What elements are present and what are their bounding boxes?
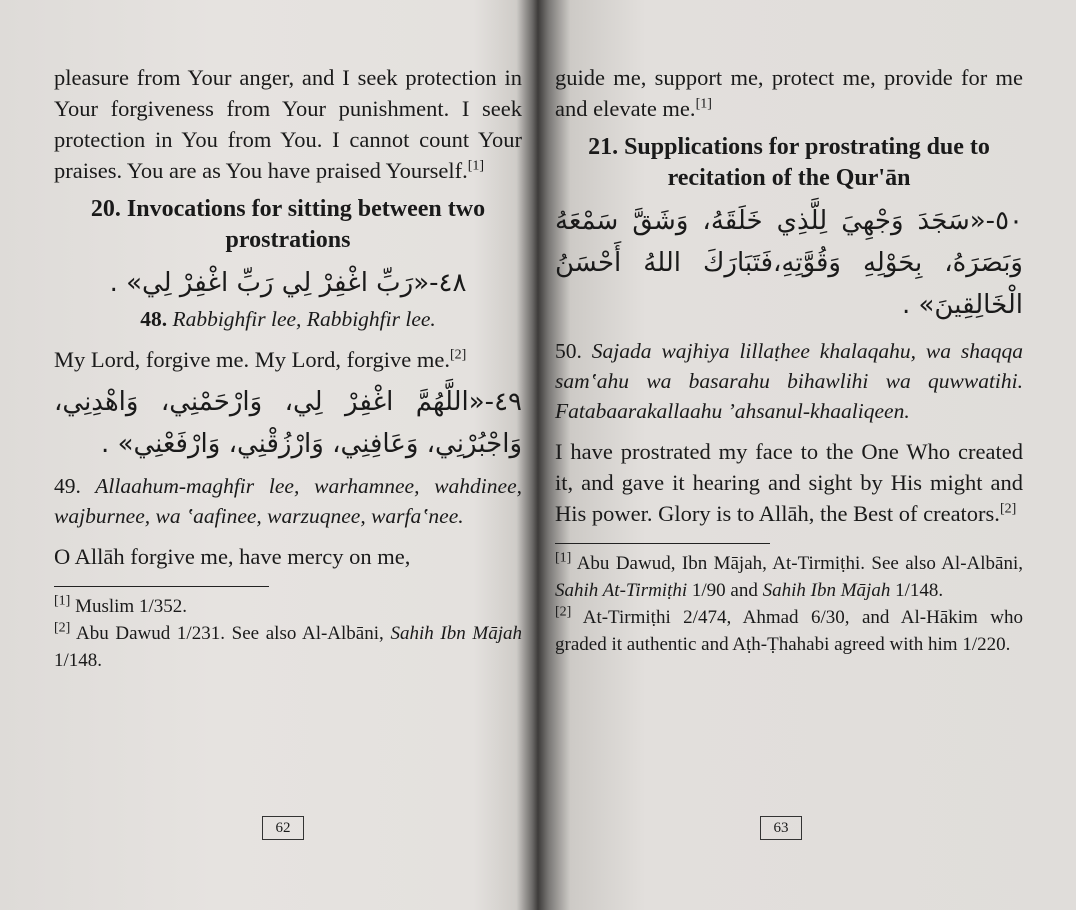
paragraph-praise — [54, 62, 522, 186]
translation-50-text: I have prostrated my face to the One Who created it, and gave it hearing and sight by His might and His power. Glory is to Allāh, the Best of creators. — [555, 439, 1023, 526]
footnote-2 — [54, 620, 522, 674]
item-number-50: 50. — [555, 339, 582, 363]
footnote-ref-1[interactable]: [1] — [695, 96, 712, 112]
paragraph-praise-text: pleasure from Your anger, and I seek protection in Your forgiveness from Your punishment. I seek protection in You from You. I cannot count Your praises. You are as You have praised Yourself. — [54, 65, 522, 183]
footnote-ref-2[interactable]: [2] — [999, 501, 1017, 517]
footnote-2-text: Abu Dawud 1/231. See also Al-Albāni, — [75, 623, 384, 644]
transliteration-49 — [54, 471, 522, 531]
footnote-1 — [54, 593, 522, 620]
footnote-2-ref: 1/148. — [54, 650, 103, 671]
page-number: 63 — [760, 816, 802, 840]
footnote-ref-2[interactable]: [2] — [449, 347, 467, 363]
footnote-2-text: At-Tirmiṭhi 2/474, Ahmad 6/30, and Al-Hākim who graded it authentic and Aṭh-Ṭhahabi agreed with him 1/220. — [555, 607, 1024, 655]
footnote-ref-1[interactable]: [1] — [467, 158, 485, 174]
transliteration-49-text: Allaahum-maghfir lee, warhamnee, wahdinee, wajburnee, wa ʽaafinee, warzuqnee, warfaʽnee. — [54, 474, 522, 528]
item-number-49: 49. — [54, 474, 81, 498]
arabic-text-50: ٥٠-«سَجَدَ وَجْهِيَ لِلَّذِي خَلَقَهُ، وَشَقَّ سَمْعَهُ وَبَصَرَهُ، بِحَوْلِهِ وَقُوَّتِهِ،فَتَبَارَكَ اللهُ أَحْسَنُ الْخَالِقِينَ» . — [555, 206, 1023, 320]
translation-50 — [555, 436, 1023, 529]
footnote-1 — [555, 550, 1023, 604]
footnote-1-text: Muslim 1/352. — [75, 596, 187, 617]
footnote-1-source-b: Sahih Ibn Mājah — [762, 580, 891, 601]
footnote-marker-1: [1] — [555, 550, 572, 566]
arabic-text-48: ٤٨-«رَبِّ اغْفِرْ لِي رَبِّ اغْفِرْ لِي» . — [109, 268, 467, 298]
section-heading-20: 20. Invocations for sitting between two prostrations — [90, 196, 486, 253]
arabic-text-49: ٤٩-«اللَّهُمَّ اغْفِرْ لِي، وَارْحَمْنِي، وَاهْدِنِي، وَاجْبُرْنِي، وَعَافِنِي، وَارْزُقْنِي، وَارْفَعْنِي» . — [54, 387, 522, 459]
item-number-48: 48. — [140, 307, 168, 331]
footnote-2-source: Sahih Ibn Mājah — [390, 623, 523, 644]
translation-48-text: My Lord, forgive me. My Lord, forgive me. — [54, 347, 450, 372]
paragraph-guide — [555, 62, 1023, 124]
footnote-1-source-a: Sahih At-Tirmiṭhi — [555, 580, 688, 601]
transliteration-50-text: Sajada wajhiya lillaṭhee khalaqahu, wa shaqqa samʽahu wa basarahu bihawlihi wa quwwatihi. Fatabaarakallaahu ʼahsanul-khaaliqeen. — [555, 339, 1023, 423]
footnote-divider — [54, 586, 269, 587]
right-page — [545, 0, 1076, 910]
transliteration-50 — [555, 336, 1023, 426]
page-number: 62 — [262, 816, 304, 840]
footnote-1-ref-b: 1/148. — [895, 580, 944, 601]
section-heading-21: 21. Supplications for prostrating due to recitation of the Qur'ān — [588, 134, 990, 191]
paragraph-guide-text: guide me, support me, protect me, provide for me and elevate me. — [555, 65, 1023, 121]
footnote-marker-2: [2] — [54, 620, 71, 636]
footnote-2 — [555, 604, 1023, 658]
transliteration-48-text: Rabbighfir lee, Rabbighfir lee. — [172, 307, 436, 331]
right-page-text-column — [555, 62, 1023, 658]
footnote-divider — [555, 543, 770, 544]
left-page — [0, 0, 530, 910]
footnote-1-ref-a: 1/90 and — [691, 580, 758, 601]
transliteration-48 — [54, 304, 522, 334]
translation-49: O Allāh forgive me, have mercy on me, — [54, 544, 411, 569]
footnote-1-text: Abu Dawud, Ibn Mājah, At-Tirmiṭhi. See also Al-Albāni, — [576, 553, 1024, 574]
footnote-marker-2: [2] — [555, 604, 572, 620]
translation-48 — [54, 344, 522, 375]
footnote-marker-1: [1] — [54, 593, 71, 609]
left-page-text-column — [54, 62, 522, 674]
